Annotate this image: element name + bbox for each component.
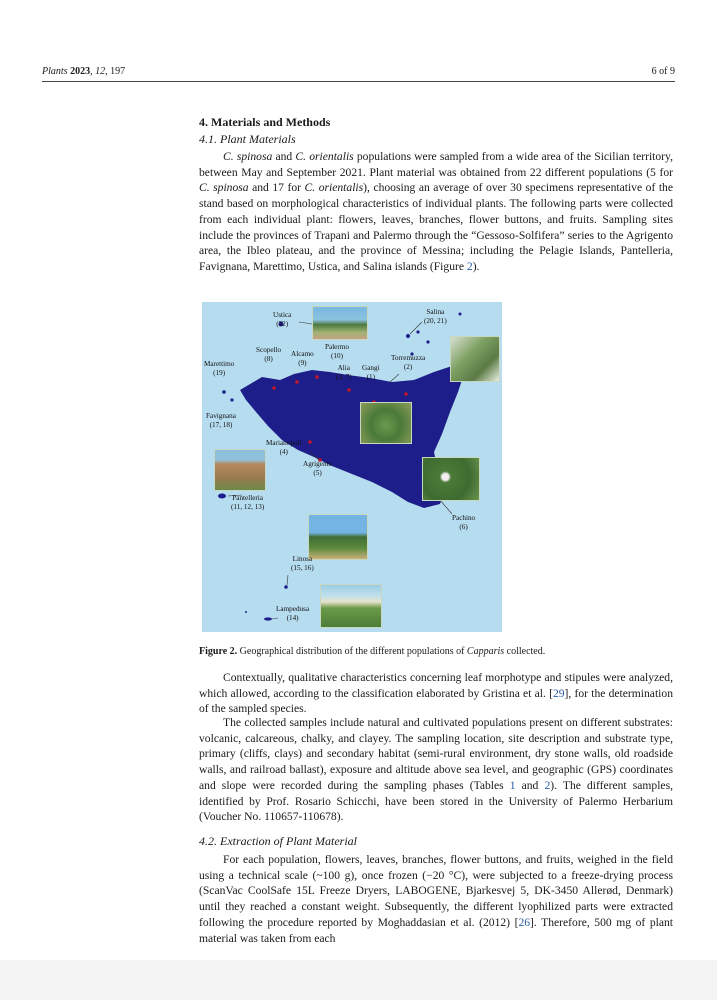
photo-inland-capers (360, 402, 412, 444)
figure-caption: Figure 2. Geographical distribution of the different populations of Capparis collected. (199, 646, 546, 657)
section-title: 4. Materials and Methods (199, 115, 331, 129)
citation-link[interactable]: 29 (552, 686, 565, 700)
page-footer-band (0, 960, 717, 1000)
photo-flowering-caper (422, 457, 480, 501)
paragraph-plant-materials: C. spinosa and C. orientalis populations were sampled from a wide area of the Sicilian territory, between May and September 2021. Plant material was obtained from 22 different populations (5 for C. spinosa and 17 for C. orientalis), choosing an average of over 30 specimens representative of the stand based on morphological characteristics of individual plants. The following parts were collected from each individual plant: flowers, leaves, branches, flower buttons, and fruits. Sampling sites include the provinces of Trapani and Palermo through the “Gessoso-Solfifera” series to the Agrigento area, the Ibleo plateau, and the province of Messina; including the Pelagie Islands, Pantelleria, Favignana, Marettimo, Ustica, and Salina islands (Figure 2). (199, 150, 673, 273)
paragraph-morphotype: Contextually, qualitative characteristics concerning leaf morphotype and stipules were analyzed, which allowed, according to the classification elaborated by Gristina et al. [29], for the determination of the sampled species. (199, 671, 673, 716)
photo-lampedusa (320, 584, 382, 628)
label-gangi: Gangi (1) (362, 364, 380, 381)
label-lampedusa: Lampedusa (14) (276, 605, 310, 622)
table-reference-link[interactable]: 1 (509, 778, 516, 792)
photo-favignana (214, 449, 266, 491)
subsection-title: 4.1. Plant Materials (199, 132, 296, 146)
sicily-map-figure (202, 302, 502, 632)
label-linosa: Linosa (15, 16) (291, 555, 314, 572)
label-marettimo: Marettimo (19) (204, 360, 235, 377)
photo-salina (450, 336, 500, 382)
label-scopello: Scopello (8) (256, 346, 282, 363)
label-agrigento: Agrigento (5) (303, 460, 333, 477)
paragraph-extraction: For each population, flowers, leaves, branches, flower buttons, and fruits, weighed in the field using a technical scale (~100 g), once frozen (−20 °C), were subjected to a freeze-drying process (ScanVac CoolSafe 15L Freeze Dryers, LABOGENE, Bjarkesvej 5, DK-3450 Allerød, Denmark) until they reached a constant weight. Subsequently, the different lyophilized parts were extracted following the procedure reported by Moghaddasian et al. (2012) [26]. Therefore, 500 mg of plant material was taken from each (199, 853, 673, 945)
label-salina: Salina (20, 21) (424, 308, 447, 325)
label-marianopoli: Marianopoli (4) (266, 439, 302, 456)
favignana-dot (230, 398, 233, 401)
photo-pantelleria (308, 514, 368, 560)
label-alcamo: Alcamo (9) (291, 350, 314, 367)
lampedusa-dot (264, 617, 272, 620)
paragraph-samples: The collected samples include natural and cultivated populations present on different substrates: volcanic, calcareous, chalky, and clayey. The sampling location, site description and substrate type, primary (cliffs, clays) and secondary habitat (semi-rural environment, dry stone walls, old roadside walls, and railroad ballast), exposure and altitude above sea level, and geographic (GPS) coordinates and slope were recorded during the sampling phases (Tables 1 and 2). The different samples, identified by Prof. Rosario Schicchi, have been stored in the University of Palermo Herbarium (Voucher No. 110657-110678). (199, 716, 673, 824)
label-pachino: Pachino (6) (452, 514, 476, 531)
label-palermo: Palermo (10) (325, 343, 349, 360)
label-pantelleria: Pantelleria (11, 12, 13) (231, 494, 265, 511)
running-header-journal: Plants 2023, 12, 197 (42, 66, 126, 77)
photo-ustica (312, 306, 368, 340)
figure-reference-link[interactable]: 2 (466, 259, 473, 273)
marettimo-dot (222, 390, 226, 394)
pantelleria-dot (218, 494, 226, 499)
table-reference-link[interactable]: 2 (544, 778, 551, 792)
header-rule (42, 81, 675, 82)
label-alia: Alia (3, 7) (336, 364, 352, 381)
salina-dot (406, 334, 410, 338)
citation-link[interactable]: 26 (518, 915, 531, 929)
label-favignana: Favignana (17, 18) (206, 412, 236, 429)
subsection-title: 4.2. Extraction of Plant Material (199, 834, 357, 848)
label-torremuzza: Torremuzza (2) (391, 354, 426, 371)
label-ustica: Ustica (22) (273, 311, 292, 328)
linosa-dot (284, 585, 288, 589)
page-number: 6 of 9 (651, 66, 675, 77)
